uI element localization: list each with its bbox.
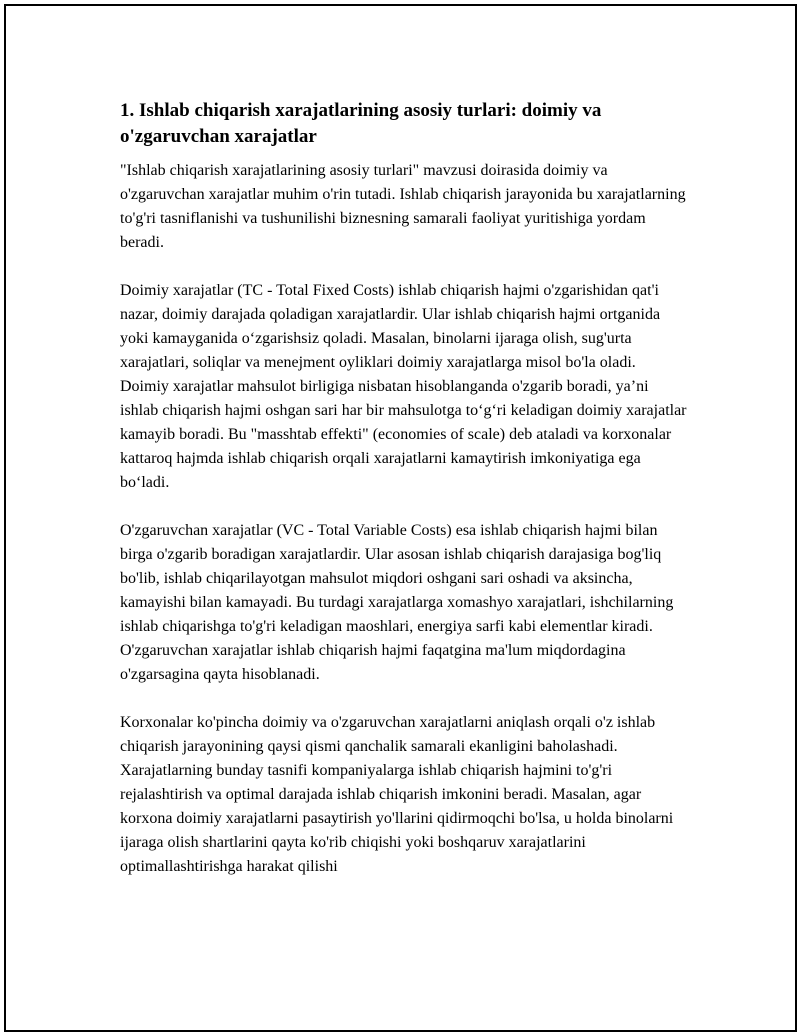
- document-page: [4, 4, 797, 1032]
- section-heading: 1. Ishlab chiqarish xarajatlarining asosiy turlari: doimiy va o'zgaruvchan xarajatlar: [120, 100, 602, 147]
- paragraph-intro: "Ishlab chiqarish xarajatlarining asosiy turlari" mavzusi doirasida doimiy va o'zgaruvchan xarajatlar muhim o'rin tutadi. Ishlab chiqarish jarayonida bu xarajatlarning to'g'ri tasniflanishi va tushunilishi biznesning samarali faoliyat yuritishiga yordam beradi.: [120, 162, 686, 251]
- document-body: [120, 98, 688, 903]
- paragraph-fixed-costs: Doimiy xarajatlar (TC - Total Fixed Costs) ishlab chiqarish hajmi o'zgarishidan qat'i nazar, doimiy darajada qoladigan xarajatlardir. Ular ishlab chiqarish hajmi ortganida yoki kamayganida o‘zgarishsiz qoladi. Masalan, binolarni ijaraga olish, sug'urta xarajatlari, soliqlar va menejment oyliklari doimiy xarajatlarga misol bo'la oladi. Doimiy xarajatlar mahsulot birligiga nisbatan hisoblanganda o'zgarib boradi, ya’ni ishlab chiqarish hajmi oshgan sari har bir mahsulotga to‘g‘ri keladigan doimiy xarajatlar kamayib boradi. Bu "masshtab effekti" (economies of scale) deb ataladi va korxonalar kattaroq hajmda ishlab chiqarish orqali xarajatlarni kamaytirish imkoniyatiga ega bo‘ladi.: [120, 282, 687, 491]
- paragraph-classification: Korxonalar ko'pincha doimiy va o'zgaruvchan xarajatlarni aniqlash orqali o'z ishlab chiqarish jarayonining qaysi qismi qanchalik samarali ekanligini baholashadi. Xarajatlarning bunday tasnifi kompaniyalarga ishlab chiqarish hajmini to'g'ri rejalashtirish va optimal darajada ishlab chiqarish imkonini beradi. Masalan, agar korxona doimiy xarajatlarni pasaytirish yo'llarini qidirmoqchi bo'lsa, u holda binolarni ijaraga olish shartlarini qayta ko'rib chiqishi yoki boshqaruv xarajatlarini optimallashtirishga harakat qilishi: [120, 714, 674, 875]
- paragraph-variable-costs: O'zgaruvchan xarajatlar (VC - Total Variable Costs) esa ishlab chiqarish hajmi bilan birga o'zgarib boradigan xarajatlardir. Ular asosan ishlab chiqarish darajasiga bog'liq bo'lib, ishlab chiqarilayotgan mahsulot miqdori oshgani sari oshadi va aksincha, kamayishi bilan kamayadi. Bu turdagi xarajatlarga xomashyo xarajatlari, ishchilarning ishlab chiqarishga to'g'ri keladigan maoshlari, energiya sarfi kabi elementlar kiradi. O'zgaruvchan xarajatlar ishlab chiqarish hajmi faqatgina ma'lum miqdordagina o'zgarsagina qayta hisoblanadi.: [120, 522, 674, 683]
